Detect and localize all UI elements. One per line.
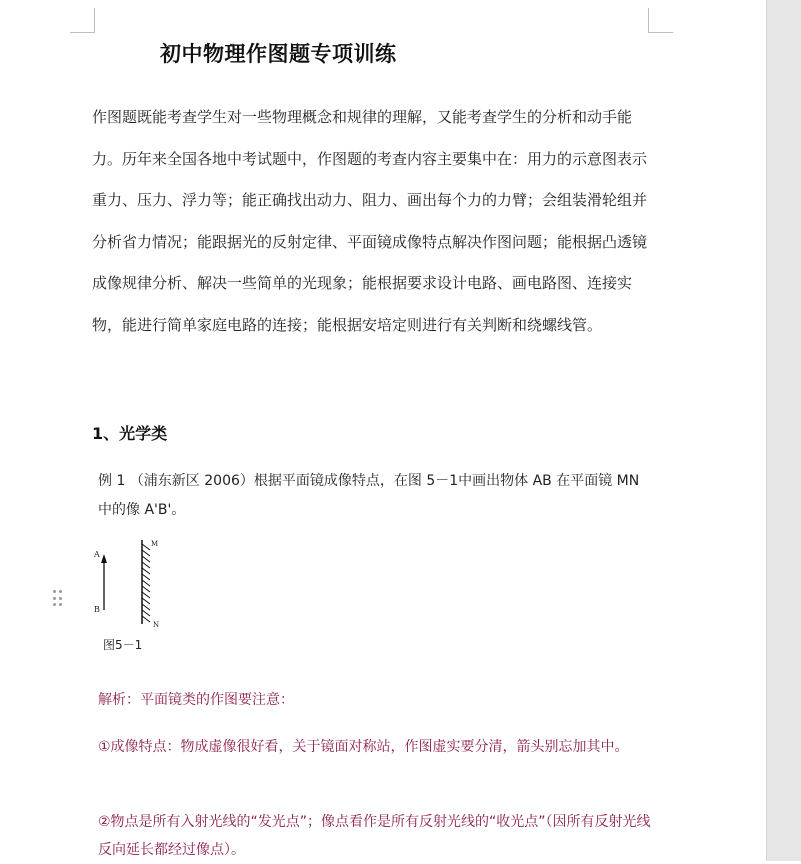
intro-paragraph: 作图题既能考查学生对一些物理概念和规律的理解，又能考查学生的分析和动手能力。历年来全国各地中考试题中，作图题的考查内容主要集中在：用力的示意图表示重力、压力、浮力等；能正确找出动力、阻力、画出每个力的力臂；会组装滑轮组并分析省力情况；能跟据光的反射定律、平面镜成像特点解决作图问题；能根据凸透镜成像规律分析、解决一些简单的光现象；能根据要求设计电路、画电路图、连接实物，能进行简单家庭电路的连接；能根据安培定则进行有关判断和绕螺线管。 [92, 108, 648, 334]
label-n: N [153, 621, 160, 628]
label-a: A [94, 550, 100, 559]
object-arrow-head [101, 554, 107, 563]
section-heading: 1、光学类 [92, 424, 168, 443]
figure-caption: 图5－1 [103, 638, 143, 652]
mirror-figure[interactable] [88, 536, 168, 628]
analysis-point-2: ②物点是所有入射光线的“发光点”；像点看作是所有反射光线的“收光点”（因所有反射光线反向延长都经过像点）。 [98, 814, 651, 858]
document-title: 初中物理作图题专项训练 [160, 42, 397, 66]
mirror-hatching [142, 544, 150, 622]
page-corner-mark-left [70, 8, 95, 33]
drag-handle-icon[interactable] [53, 590, 63, 608]
analysis-heading: 解析：平面镜类的作图要注意： [98, 692, 294, 708]
vertical-scrollbar[interactable] [766, 0, 801, 861]
example-paragraph: 例 1 （浦东新区 2006）根据平面镜成像特点，在图 5－1中画出物体 AB 在平面镜 MN 中的像 A'B'。 [98, 473, 640, 518]
analysis-point-1: ①成像特点：物成虚像很好看，关于镜面对称站，作图虚实要分清，箭头别忘加其中。 [98, 739, 629, 755]
label-b: B [94, 605, 100, 614]
page-corner-mark-right [648, 8, 673, 33]
label-m: M [151, 540, 159, 548]
